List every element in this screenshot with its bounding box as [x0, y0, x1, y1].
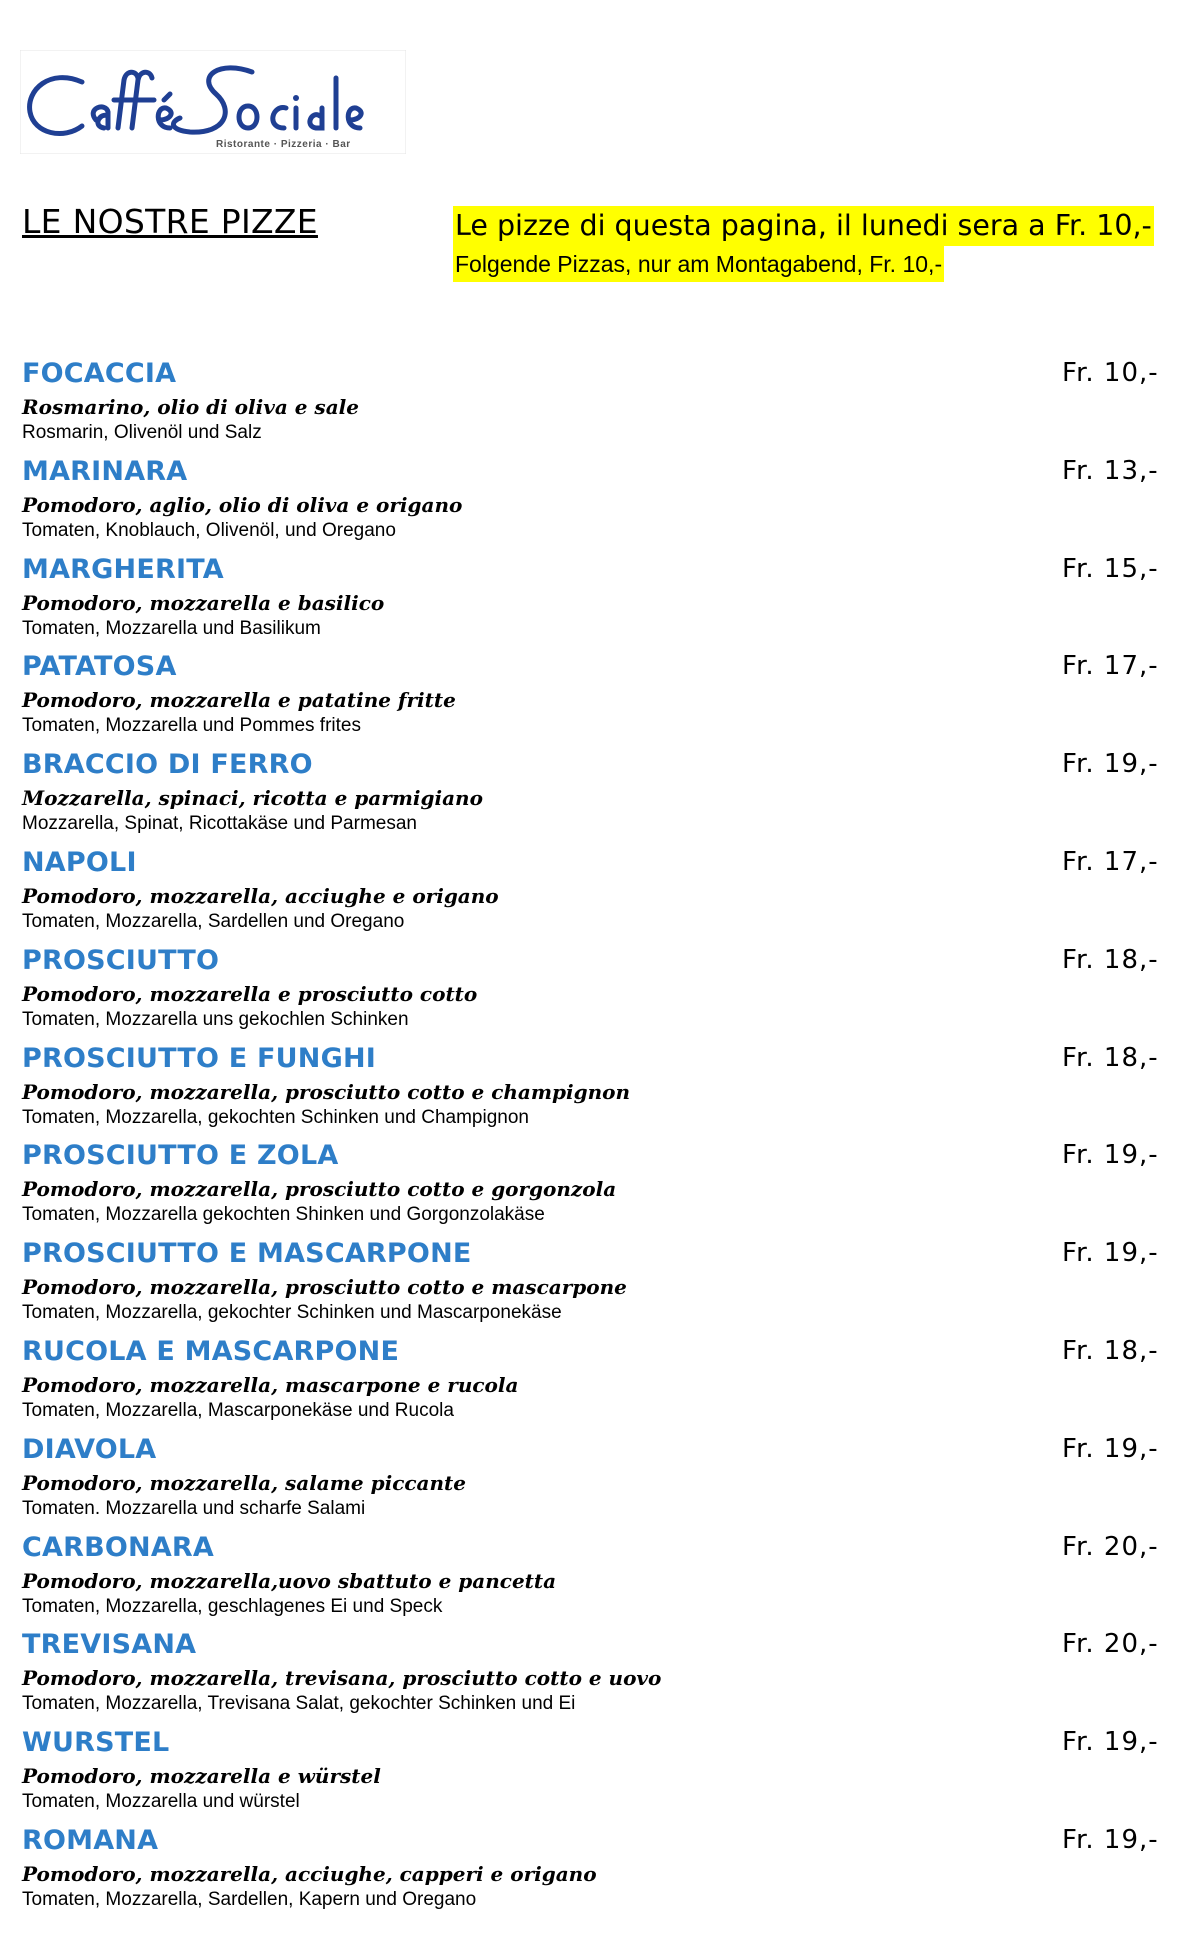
item-description-italian: Pomodoro, mozzarella e patatine fritte [22, 688, 456, 713]
item-price: Fr. 10,- [1062, 358, 1159, 388]
item-description-german: Mozzarella, Spinat, Ricottakäse und Parmesan [22, 813, 417, 835]
menu-item [22, 1532, 1172, 1630]
item-name: PROSCIUTTO [22, 944, 220, 976]
item-name: PATATOSA [22, 651, 177, 683]
item-name: DIAVOLA [22, 1433, 157, 1465]
item-description-german: Tomaten, Mozzarella, gekochter Schinken und Mascarponekäse [22, 1302, 562, 1324]
item-description-german: Tomaten, Mozzarella, gekochten Schinken und Champignon [22, 1106, 529, 1128]
item-price: Fr. 19,- [1062, 749, 1159, 780]
item-price: Fr. 17,- [1062, 651, 1159, 682]
logo-tagline: Ristorante · Pizzeria · Bar [216, 139, 351, 150]
item-description-german: Tomaten, Mozzarella und würstel [22, 1791, 300, 1813]
pizza-menu [22, 358, 1172, 1923]
item-price: Fr. 17,- [1062, 846, 1159, 877]
item-description-italian: Pomodoro, mozzarella, acciughe e origano [22, 883, 499, 908]
item-description-german: Tomaten, Mozzarella und Pommes frites [22, 715, 361, 737]
item-name: FOCACCIA [22, 358, 177, 389]
item-description-german: Tomaten, Mozzarella, Mascarponekäse und Rucola [22, 1399, 454, 1421]
item-description-italian: Pomodoro, mozzarella, salame piccante [22, 1470, 467, 1495]
item-description-german: Tomaten, Mozzarella gekochten Shinken und Gorgonzolakäse [22, 1204, 545, 1226]
item-name: WURSTEL [22, 1727, 170, 1759]
item-price: Fr. 19,- [1062, 1238, 1159, 1269]
item-name: NAPOLI [22, 846, 137, 878]
item-price: Fr. 18,- [1062, 1042, 1159, 1073]
item-name: RUCOLA E MASCARPONE [22, 1335, 400, 1367]
menu-item [22, 945, 1172, 1043]
caffe-sociale-logo-image [20, 50, 406, 154]
promo-italian: Le pizze di questa pagina, il lunedi sera a Fr. 10,- [453, 206, 1154, 246]
menu-item [22, 847, 1172, 945]
menu-item [22, 358, 1172, 456]
item-price: Fr. 18,- [1062, 944, 1159, 975]
menu-item [22, 1727, 1172, 1825]
item-name: CARBONARA [22, 1531, 215, 1563]
item-description-italian: Pomodoro, aglio, olio di oliva e origano [22, 492, 463, 517]
item-description-italian: Pomodoro, mozzarella,uovo sbattuto e pancetta [22, 1568, 557, 1593]
page-title: LE NOSTRE PIZZE [22, 202, 318, 241]
item-price: Fr. 20,- [1062, 1629, 1159, 1660]
item-description-italian: Pomodoro, mozzarella, prosciutto cotto e champignon [22, 1079, 631, 1104]
menu-item [22, 1238, 1172, 1336]
menu-item [22, 1336, 1172, 1434]
item-description-italian: Pomodoro, mozzarella, mascarpone e rucola [22, 1372, 519, 1397]
item-description-italian: Pomodoro, mozzarella, prosciutto cotto e mascarpone [22, 1275, 627, 1300]
menu-item [22, 456, 1172, 554]
item-description-italian: Pomodoro, mozzarella e prosciutto cotto [22, 981, 478, 1006]
menu-item [22, 1629, 1172, 1727]
item-price: Fr. 13,- [1062, 455, 1159, 486]
item-description-german: Tomaten, Mozzarella, Sardellen, Kapern und Oregano [22, 1888, 477, 1910]
item-description-italian: Pomodoro, mozzarella e basilico [22, 590, 385, 615]
item-description-italian: Pomodoro, mozzarella, prosciutto cotto e gorgonzola [22, 1177, 617, 1202]
item-description-italian: Pomodoro, mozzarella, acciughe, capperi e origano [22, 1861, 597, 1886]
item-name: MARGHERITA [22, 553, 224, 585]
menu-item [22, 1825, 1172, 1923]
item-description-german: Tomaten. Mozzarella und scharfe Salami [22, 1497, 366, 1519]
item-description-italian: Pomodoro, mozzarella e würstel [22, 1764, 381, 1789]
item-description-italian: Pomodoro, mozzarella, trevisana, prosciutto cotto e uovo [22, 1666, 662, 1691]
item-name: TREVISANA [22, 1629, 197, 1661]
item-description-german: Tomaten, Mozzarella und Basilikum [22, 617, 321, 639]
item-description-german: Rosmarin, Olivenöl und Salz [22, 422, 262, 443]
item-description-italian: Rosmarino, olio di oliva e sale [22, 395, 359, 419]
logo [20, 50, 406, 154]
item-description-german: Tomaten, Knoblauch, Olivenöl, und Oregano [22, 519, 396, 541]
item-name: PROSCIUTTO E MASCARPONE [22, 1238, 472, 1270]
menu-item [22, 1434, 1172, 1532]
promo-german: Folgende Pizzas, nur am Montagabend, Fr. 10,- [453, 246, 944, 282]
item-name: PROSCIUTTO E FUNGHI [22, 1042, 376, 1074]
item-description-italian: Mozzarella, spinaci, ricotta e parmigiano [22, 786, 483, 811]
item-price: Fr. 19,- [1062, 1727, 1159, 1758]
menu-item [22, 749, 1172, 847]
item-price: Fr. 20,- [1062, 1531, 1159, 1562]
promo-note [453, 206, 1154, 282]
menu-item [22, 554, 1172, 652]
item-description-german: Tomaten, Mozzarella, Trevisana Salat, gekochter Schinken und Ei [22, 1693, 576, 1715]
item-description-german: Tomaten, Mozzarella, geschlagenes Ei und Speck [22, 1595, 443, 1617]
menu-item [22, 1043, 1172, 1141]
item-price: Fr. 19,- [1062, 1824, 1159, 1855]
item-name: PROSCIUTTO E ZOLA [22, 1140, 339, 1172]
item-price: Fr. 18,- [1062, 1335, 1159, 1366]
item-description-german: Tomaten, Mozzarella, Sardellen und Oregano [22, 910, 405, 932]
item-name: BRACCIO DI FERRO [22, 749, 313, 781]
item-description-german: Tomaten, Mozzarella uns gekochlen Schinken [22, 1008, 409, 1030]
item-name: ROMANA [22, 1824, 159, 1856]
item-price: Fr. 15,- [1062, 553, 1159, 584]
menu-item [22, 651, 1172, 749]
item-price: Fr. 19,- [1062, 1433, 1159, 1464]
item-name: MARINARA [22, 455, 188, 487]
menu-item [22, 1140, 1172, 1238]
item-price: Fr. 19,- [1062, 1140, 1159, 1171]
